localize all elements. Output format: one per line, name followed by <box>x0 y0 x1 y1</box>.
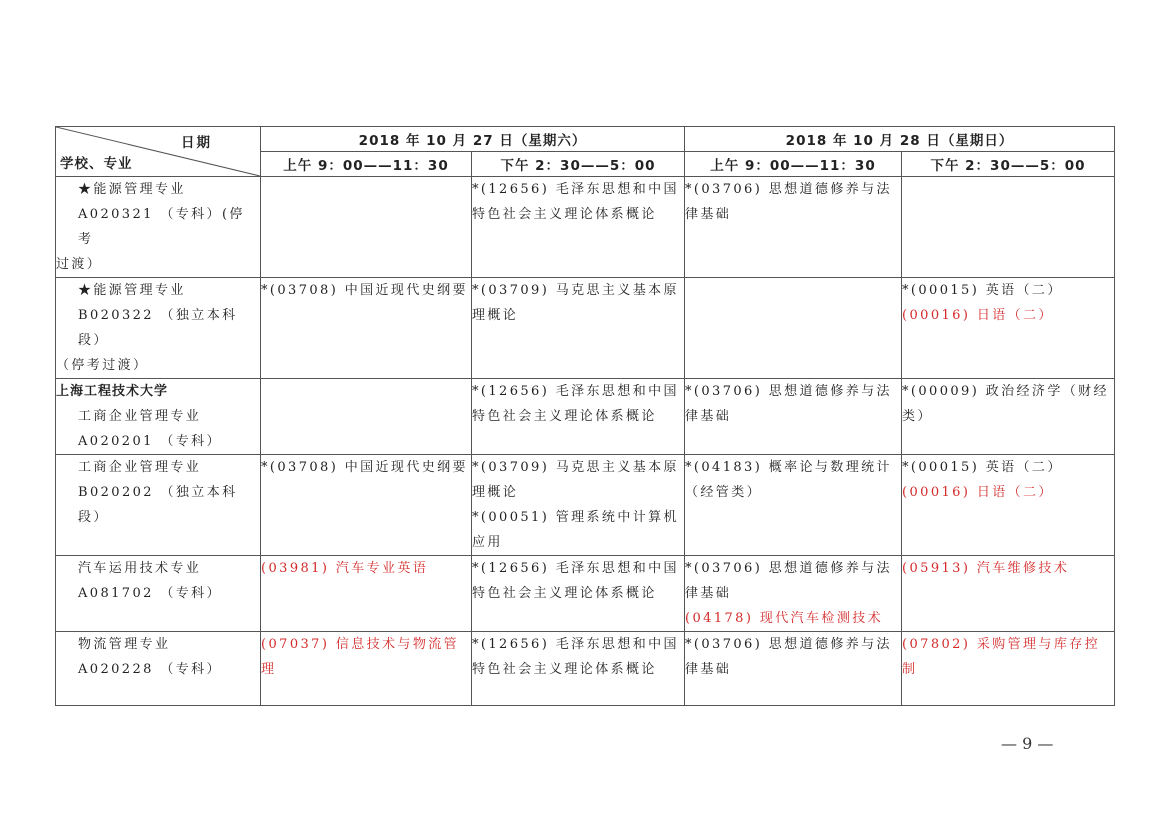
exam-cell <box>902 455 1115 556</box>
major-line: A020228 （专科） <box>78 662 222 677</box>
course-entry: (00016) 日语（二） <box>902 485 1054 500</box>
exam-cell <box>902 556 1115 632</box>
course-entry: (04178) 现代汽车检测技术 <box>685 611 884 626</box>
school-major-cell <box>56 455 261 556</box>
exam-cell <box>261 556 472 632</box>
major-line: A081702 （专科） <box>78 586 222 601</box>
exam-cell <box>902 632 1115 706</box>
course-entry: *(03708) 中国近现代史纲要 <box>261 460 468 475</box>
exam-cell <box>261 455 472 556</box>
exam-cell <box>685 632 902 706</box>
course-entry: (00016) 日语（二） <box>902 308 1054 323</box>
exam-cell <box>902 379 1115 455</box>
exam-cell <box>261 177 472 278</box>
school-major-cell <box>56 278 261 379</box>
school-major-cell <box>56 632 261 706</box>
exam-cell <box>902 177 1115 278</box>
school-name: 上海工程技术大学 <box>56 384 169 399</box>
exam-cell <box>685 379 902 455</box>
course-entry: *(03709) 马克思主义基本原理概论 <box>472 283 679 323</box>
major-line: B020322 （独立本科段） <box>78 308 238 348</box>
course-entry: (03981) 汽车专业英语 <box>261 561 429 576</box>
major-line: 过渡） <box>56 257 103 272</box>
page-number: — 9 — <box>1001 734 1054 753</box>
slot-header: 上午 9：00——11：30 <box>261 152 472 177</box>
course-entry: *(00015) 英语（二） <box>902 283 1063 298</box>
exam-cell <box>472 278 685 379</box>
course-entry: (07037) 信息技术与物流管理 <box>261 637 460 677</box>
slot-header: 下午 2：30——5：00 <box>902 152 1115 177</box>
course-entry: *(03709) 马克思主义基本原理概论 <box>472 460 679 500</box>
exam-schedule-table <box>55 126 1115 706</box>
course-entry: *(00051) 管理系统中计算机应用 <box>472 510 679 550</box>
exam-cell <box>472 177 685 278</box>
major-line: ★能源管理专业 <box>78 182 186 197</box>
course-entry: *(03708) 中国近现代史纲要 <box>261 283 468 298</box>
exam-cell <box>685 455 902 556</box>
course-entry: *(03706) 思想道德修养与法律基础 <box>685 182 892 222</box>
day2-header: 2018 年 10 月 28 日（星期日） <box>685 127 1115 152</box>
major-line: 汽车运用技术专业 <box>78 561 202 576</box>
course-entry: (05913) 汽车维修技术 <box>902 561 1070 576</box>
diagonal-header-cell <box>56 127 261 177</box>
exam-cell <box>261 278 472 379</box>
course-entry: *(12656) 毛泽东思想和中国特色社会主义理论体系概论 <box>472 384 679 424</box>
course-entry: *(03706) 思想道德修养与法律基础 <box>685 384 892 424</box>
major-line: B020202 （独立本科段） <box>78 485 238 525</box>
major-line: ★能源管理专业 <box>78 283 186 298</box>
course-entry: *(03706) 思想道德修养与法律基础 <box>685 561 892 601</box>
course-entry: *(03706) 思想道德修养与法律基础 <box>685 637 892 677</box>
major-line: 物流管理专业 <box>78 637 171 652</box>
course-entry: *(04183) 概率论与数理统计（经管类） <box>685 460 892 500</box>
major-line: A020201 （专科） <box>78 434 222 449</box>
major-line: 工商企业管理专业 <box>78 460 202 475</box>
exam-cell <box>261 632 472 706</box>
slot-header: 上午 9：00——11：30 <box>685 152 902 177</box>
major-line: （停考过渡） <box>56 358 149 373</box>
exam-cell <box>261 379 472 455</box>
exam-cell <box>685 278 902 379</box>
table-row <box>56 632 1115 706</box>
school-major-cell <box>56 177 261 278</box>
exam-cell <box>472 455 685 556</box>
school-major-cell <box>56 379 261 455</box>
exam-cell <box>472 379 685 455</box>
major-line: 工商企业管理专业 <box>78 409 202 424</box>
date-label: 日期 <box>181 135 212 151</box>
course-entry: *(12656) 毛泽东思想和中国特色社会主义理论体系概论 <box>472 637 679 677</box>
course-entry: *(00009) 政治经济学（财经类） <box>902 384 1109 424</box>
table-row <box>56 455 1115 556</box>
exam-cell <box>902 278 1115 379</box>
major-line: A020321 （专科）(停考 <box>78 207 245 247</box>
exam-cell <box>472 632 685 706</box>
course-entry: *(12656) 毛泽东思想和中国特色社会主义理论体系概论 <box>472 182 679 222</box>
exam-cell <box>685 556 902 632</box>
table-row <box>56 278 1115 379</box>
course-entry: *(00015) 英语（二） <box>902 460 1063 475</box>
table-row <box>56 177 1115 278</box>
course-entry: *(12656) 毛泽东思想和中国特色社会主义理论体系概论 <box>472 561 679 601</box>
table-row <box>56 379 1115 455</box>
table-row <box>56 556 1115 632</box>
day1-header: 2018 年 10 月 27 日（星期六） <box>261 127 685 152</box>
exam-cell <box>472 556 685 632</box>
school-major-label: 学校、专业 <box>60 156 133 172</box>
school-major-cell <box>56 556 261 632</box>
slot-header: 下午 2：30——5：00 <box>472 152 685 177</box>
exam-cell <box>685 177 902 278</box>
course-entry: (07802) 采购管理与库存控制 <box>902 637 1101 677</box>
